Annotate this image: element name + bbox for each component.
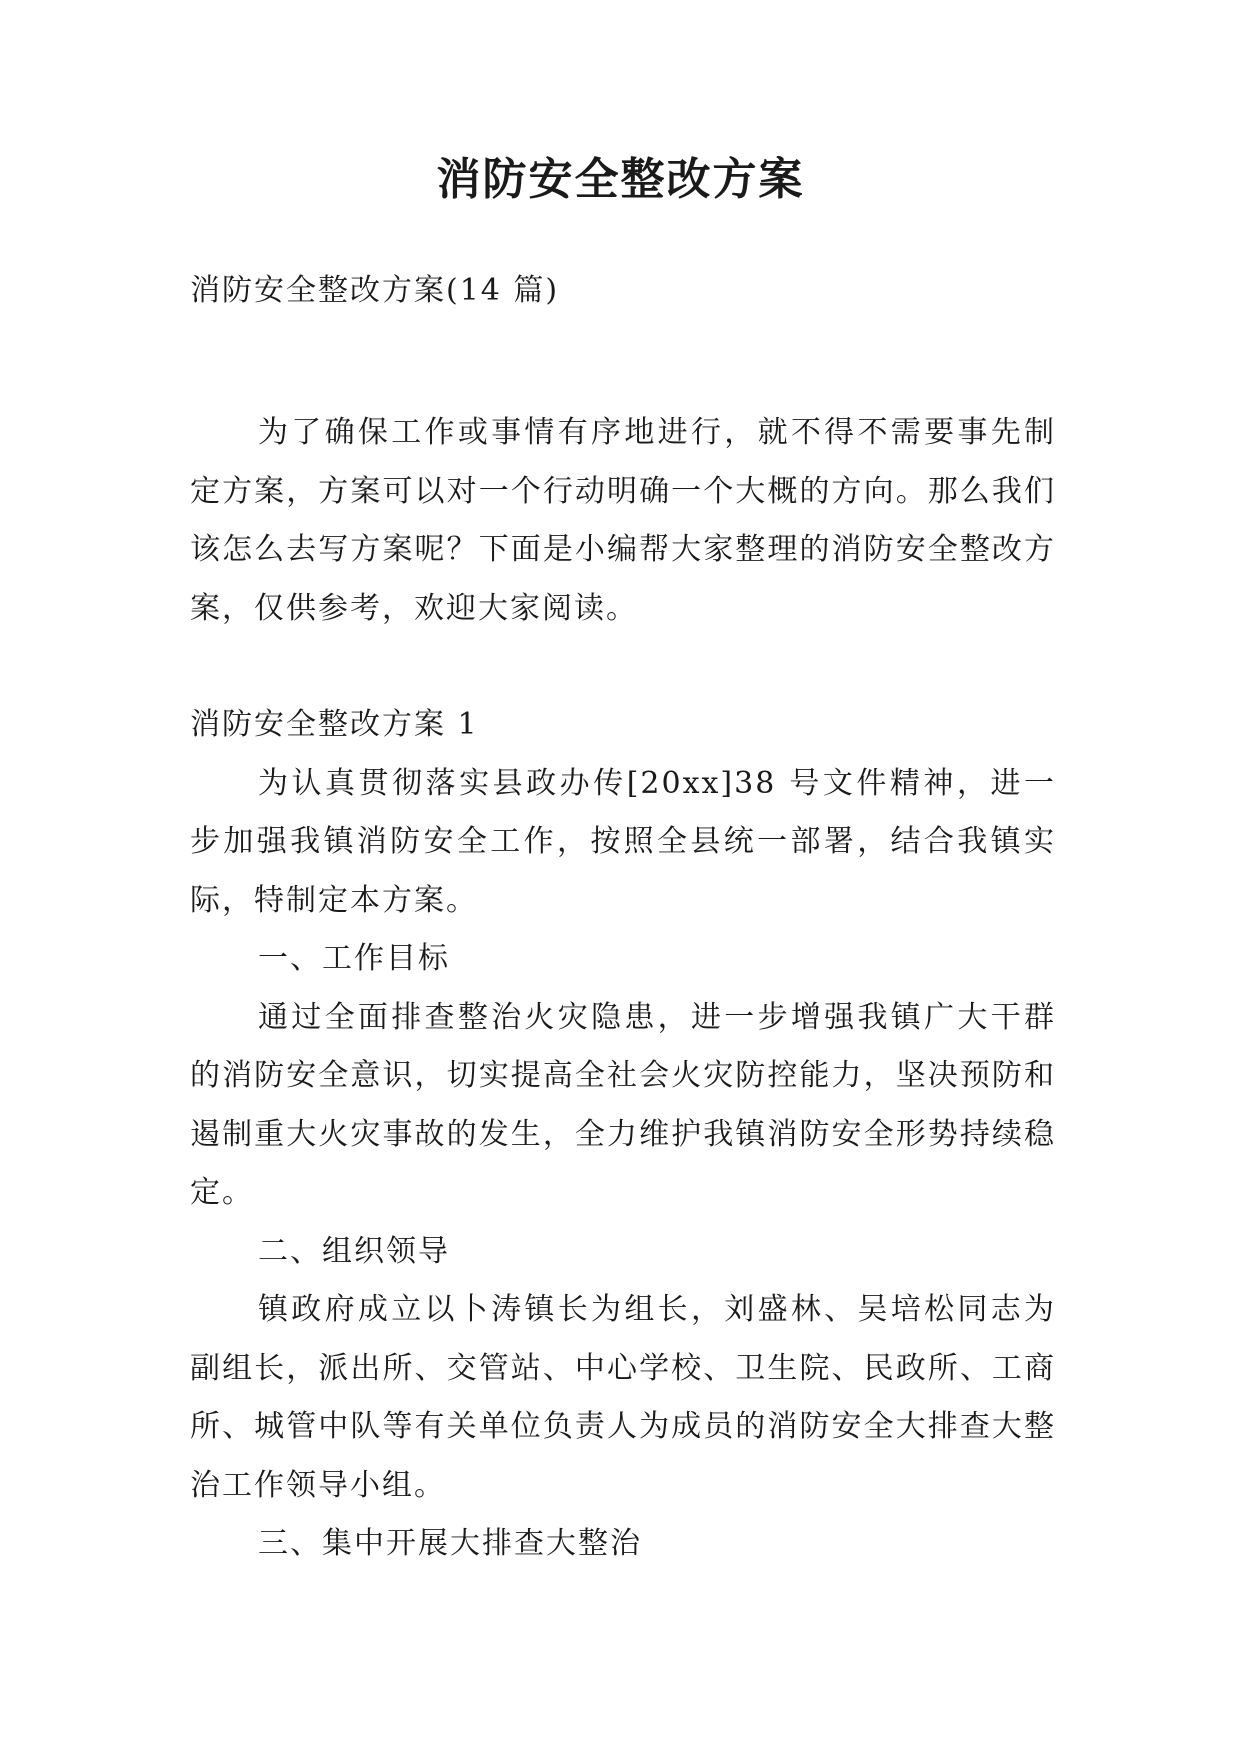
goal-paragraph: 通过全面排查整治火灾隐患，进一步增强我镇广大干群的消防安全意识，切实提高全社会火灾防控能力，坚决预防和遏制重大火灾事故的发生，全力维护我镇消防安全形势持续稳定。 <box>190 999 1056 1210</box>
organization-paragraph: 镇政府成立以卜涛镇长为组长，刘盛林、吴培松同志为副组长，派出所、交管站、中心学校、卫生院、民政所、工商所、城管中队等有关单位负责人为成员的消防安全大排查大整治工作领导小组。 <box>190 1292 1056 1503</box>
document-title: 消防安全整改方案 <box>436 154 805 205</box>
section-paragraph: 为认真贯彻落实县政办传[20xx]38 号文件精神，进一步加强我镇消防安全工作，按照全县统一部署，结合我镇实际，特制定本方案。 <box>190 765 1056 918</box>
section-heading: 消防安全整改方案 1 <box>190 707 479 742</box>
section-1 <box>190 696 1056 1574</box>
organization-heading: 二、组织领导 <box>258 1233 450 1269</box>
document-subtitle: 消防安全整改方案(14 篇) <box>190 273 560 308</box>
goal-heading: 一、工作目标 <box>258 941 450 976</box>
intro-paragraph: 为了确保工作或事情有序地进行，就不得不需要事先制定方案，方案可以对一个行动明确一个大概的方向。那么我们该怎么去写方案呢？下面是小编帮大家整理的消防安全整改方案，仅供参考，欢迎大家阅读。 <box>190 415 1056 626</box>
action-heading: 三、集中开展大排查大整治 <box>258 1526 642 1561</box>
